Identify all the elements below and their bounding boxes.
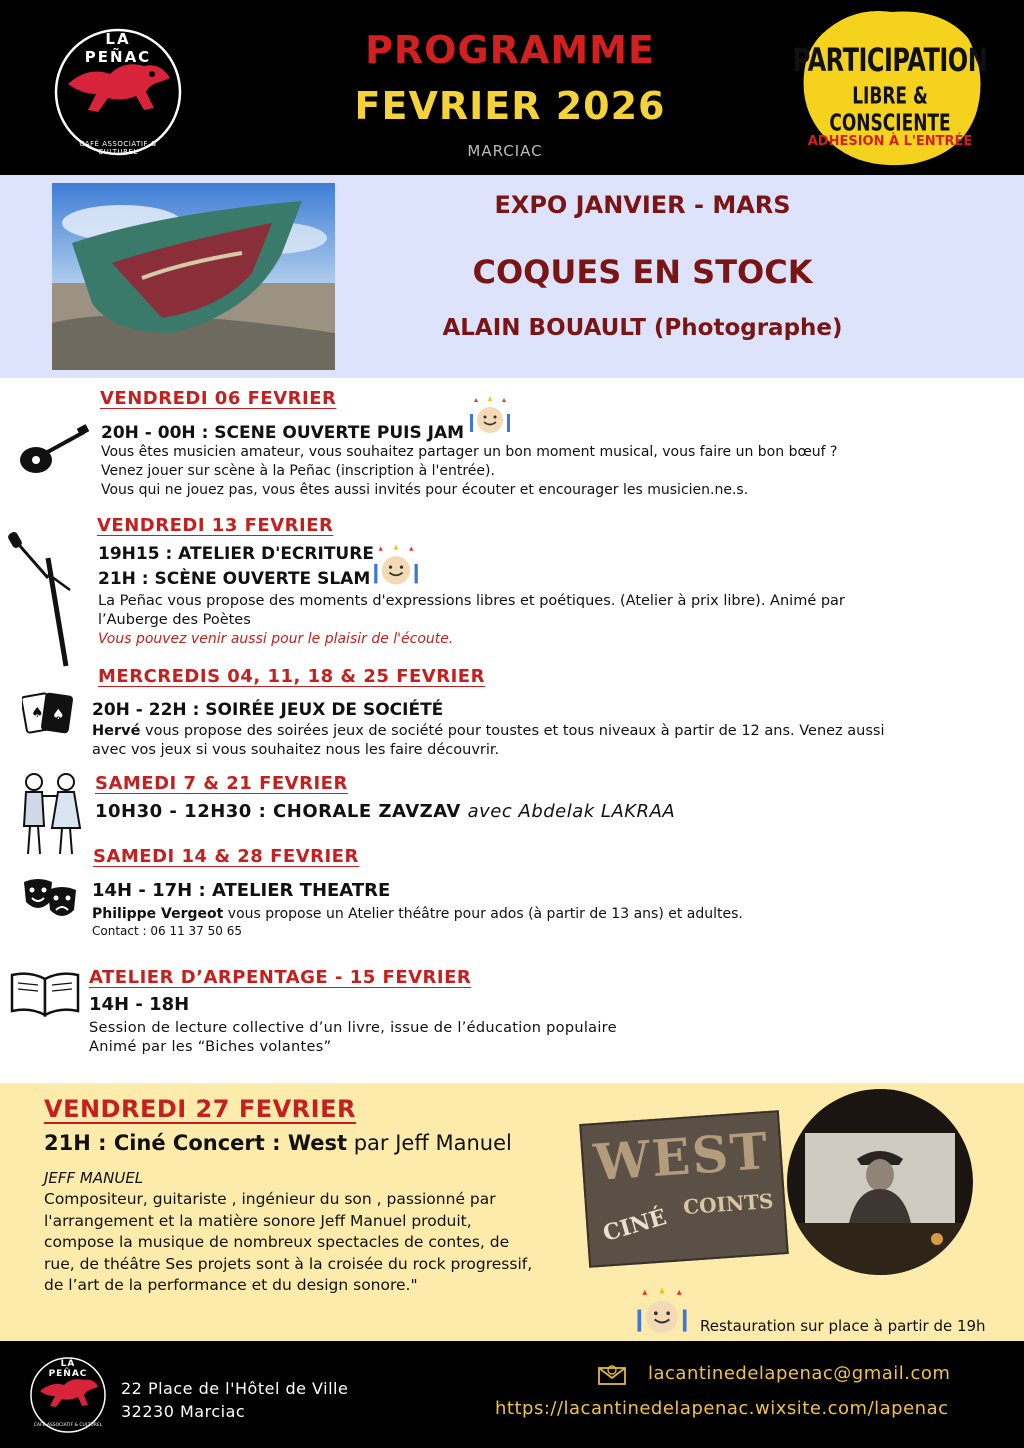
- logo-name: LA PEÑAC: [84, 30, 152, 66]
- event-1-date: VENDREDI 06 FEVRIER: [100, 388, 337, 409]
- svg-text:♠: ♠: [52, 707, 65, 723]
- event-2-note: Vous pouvez venir aussi pour le plaisir de l'écoute.: [98, 631, 454, 647]
- playing-cards-icon: [22, 691, 78, 739]
- bio-line: Compositeur, guitariste , ingénieur du son , passionné par: [44, 1190, 496, 1208]
- expo-title: COQUES EN STOCK: [472, 253, 813, 291]
- event-4-time-line: [95, 801, 675, 822]
- website-link[interactable]: https://lacantinedelapenac.wixsite.com/lapenac: [495, 1398, 949, 1419]
- svg-text:♠: ♠: [31, 705, 44, 721]
- event-2-desc-1: La Peñac vous propose des moments d'expressions libres et poétiques. (Atelier à prix libre). Animé par: [98, 593, 845, 609]
- theatre-masks-icon: [20, 876, 80, 924]
- bio-line: rue, de théâtre Ses projets sont à la croisée du rock progressif,: [44, 1254, 533, 1273]
- footer: [0, 1341, 1024, 1448]
- badge-line2: LIBRE & CONSCIENTE: [829, 83, 951, 137]
- open-book-icon: [8, 969, 82, 1025]
- west-poster: [579, 1110, 789, 1268]
- event-3-date: MERCREDIS 04, 11, 18 & 25 FEVRIER: [98, 666, 485, 687]
- concert-photo: [787, 1089, 973, 1275]
- feature-date: VENDREDI 27 FEVRIER: [44, 1095, 356, 1123]
- program-city: MARCIAC: [467, 142, 543, 160]
- food-note: Restauration sur place à partir de 19h: [700, 1317, 986, 1335]
- footer-logo: [26, 1353, 110, 1437]
- event-1-desc-1: Vous êtes musicien amateur, vous souhaitez partager un bon moment musical, vous faire un bon bœuf ?: [101, 444, 838, 460]
- singers-icon: [14, 770, 86, 862]
- event-1-desc-3: Vous qui ne jouez pas, vous êtes aussi invités pour écouter et encourager les musicien.ne.s.: [101, 482, 749, 498]
- event-4-time: 10H30 - 12H30 : CHORALE ZAVZAV: [95, 801, 461, 822]
- event-3-desc-text: vous propose des soirées jeux de société pour toustes et tous niveaux à partir de 12 ans. Venez aussi: [140, 723, 885, 739]
- bio-line: compose la musique de nombreux spectacles de contes, de: [44, 1233, 510, 1251]
- footer-logo-tagline: CAFÉ ASSOCIATIF & CULTUREL: [33, 1423, 103, 1428]
- event-4-with: avec Abdelak LAKRAA: [467, 801, 676, 822]
- event-5-desc-text: vous propose un Atelier théâtre pour ados (à partir de 13 ans) et adultes.: [223, 906, 743, 922]
- event-2-time-2: 21H : SCÈNE OUVERTE SLAM: [98, 569, 371, 589]
- program-month: FEVRIER 2026: [354, 84, 666, 128]
- address-line-1: 22 Place de l'Hôtel de Ville: [121, 1379, 349, 1398]
- event-5-contact: Contact : 06 11 37 50 65: [92, 924, 242, 938]
- event-2-time-1: 19H15 : ATELIER D'ECRITURE: [98, 544, 374, 564]
- event-5-time: 14H - 17H : ATELIER THEATRE: [92, 880, 391, 901]
- boat-photo: [52, 183, 335, 370]
- event-1-desc-2: Venez jouer sur scène à la Peñac (inscription à l'entrée).: [101, 463, 495, 479]
- event-6-time: 14H - 18H: [89, 994, 190, 1015]
- event-4-date: SAMEDI 7 & 21 FEVRIER: [95, 773, 348, 794]
- address-line-2: 32230 Marciac: [121, 1402, 246, 1421]
- badge-line3: ADHESION À L'ENTRÉE: [807, 134, 973, 149]
- concert-photo-icon: [787, 1089, 973, 1275]
- boat-photo-icon: [52, 183, 335, 370]
- expo-artist: ALAIN BOUAULT (Photographe): [442, 315, 843, 341]
- poster-word-3: COINTS: [682, 1188, 775, 1220]
- food-emoji-icon: [372, 542, 420, 594]
- guitar-icon: [16, 424, 90, 484]
- email-icon: [597, 1362, 627, 1390]
- header-banner: [0, 0, 1024, 175]
- feature-title-bold: 21H : Ciné Concert : West: [44, 1131, 348, 1155]
- poster-word-1: WEST: [591, 1121, 772, 1193]
- event-6-desc-2: Animé par les “Biches volantes”: [89, 1039, 332, 1055]
- feature-bio: [44, 1189, 578, 1297]
- event-3-desc-1: [92, 722, 884, 741]
- event-3-desc-2: avec vos jeux si vous souhaitez nous les faire découvrir.: [92, 742, 500, 758]
- event-5-host: Philippe Vergeot: [92, 906, 224, 922]
- poster-word-2: CINÉ: [600, 1204, 670, 1247]
- event-2-date: VENDREDI 13 FEVRIER: [97, 515, 334, 536]
- event-3-time: 20H - 22H : SOIRÉE JEUX DE SOCIÉTÉ: [92, 700, 444, 720]
- expo-period: EXPO JANVIER - MARS: [494, 191, 791, 219]
- expo-section: [0, 175, 1024, 378]
- feature-section: [0, 1083, 1024, 1341]
- feature-artist: JEFF MANUEL: [44, 1169, 144, 1187]
- feature-title-rest: par Jeff Manuel: [347, 1131, 512, 1155]
- footer-logo-name: LA PEÑAC: [48, 1359, 88, 1379]
- penac-logo: [48, 22, 188, 162]
- event-5-date: SAMEDI 14 & 28 FEVRIER: [93, 846, 359, 867]
- event-1-time: 20H - 00H : SCENE OUVERTE PUIS JAM: [101, 423, 465, 443]
- event-3-host: Hervé: [92, 723, 141, 739]
- feature-title: [44, 1131, 512, 1155]
- participation-badge: [792, 4, 988, 172]
- microphone-stand-icon: [8, 528, 74, 674]
- event-6-date: ATELIER D’ARPENTAGE - 15 FEVRIER: [89, 967, 472, 988]
- program-title: PROGRAMME: [365, 28, 655, 72]
- food-emoji-icon: [468, 394, 512, 442]
- badge-line1: PARTICIPATION: [792, 41, 988, 79]
- event-6-desc-1: Session de lecture collective d’un livre, issue de l’éducation populaire: [89, 1020, 617, 1036]
- bio-line: l'arrangement et la matière sonore Jeff Manuel produit,: [44, 1211, 472, 1230]
- email-link[interactable]: lacantinedelapenac@gmail.com: [648, 1363, 951, 1384]
- bio-line: de l’art de la performance et du design sonore.": [44, 1276, 418, 1294]
- food-emoji-icon: [634, 1285, 690, 1343]
- logo-tagline: CAFÉ ASSOCIATIF & CULTUREL: [79, 140, 157, 156]
- event-2-desc-2: l’Auberge des Poètes: [98, 612, 251, 628]
